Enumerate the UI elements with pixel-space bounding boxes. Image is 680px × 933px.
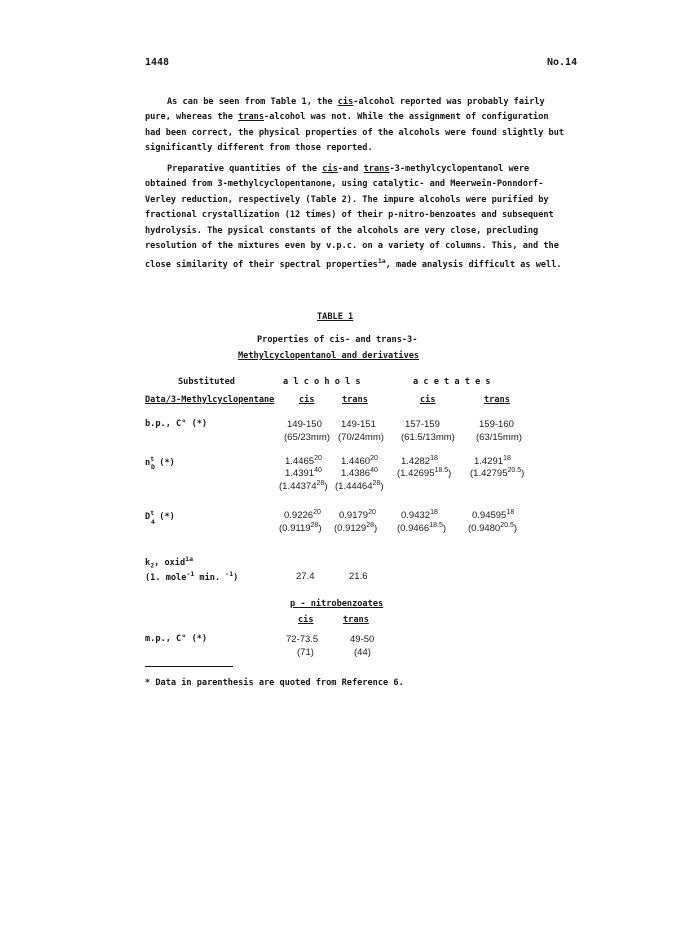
row-label-mp: m.p., C° (*) — [145, 634, 208, 644]
cis-term: cis — [322, 164, 338, 174]
nd-acetate-trans-2: $(1.42795^{20.5})$ — [470, 467, 525, 480]
nd-alcohol-cis-1: 1.4465$^{20}$ — [285, 455, 322, 468]
paragraph-1: As can be seen from Table 1, the cis-alcohol reported was probably fairly pure, whereas the trans-alcohol was not. While the assignment of configuration had been correct, the physical properties of the alcohols were found slightly but significantly different from those reported. — [145, 97, 565, 154]
bp-alcohol-trans: 149-151 — [341, 419, 376, 430]
mp-trans: 49-50 — [350, 634, 375, 645]
nd-acetate-cis-1: 1.4282$^{18}$ — [401, 455, 438, 468]
d-alcohol-trans-1: 0.9179$^{20}$ — [339, 509, 376, 522]
d-alcohol-cis-1: 0.9226$^{20}$ — [284, 509, 321, 522]
d-alcohol-trans-2: (0.9129$^{28}$) — [334, 522, 378, 535]
reference-marker: 1a — [377, 257, 386, 266]
nd-alcohol-trans-2: 1.4386$^{40}$ — [341, 467, 378, 480]
group-header-alcohols: a l c o h o l s — [283, 377, 361, 387]
table-caption-line-2: Methylcyclopentanol and derivatives — [238, 351, 420, 361]
d-acetate-cis-2: $(0.9466^{18.5})$ — [397, 522, 447, 535]
d-alcohol-cis-2: (0.9119$^{28}$) — [279, 522, 322, 535]
nd-acetate-trans-1: 1.4291$^{18}$ — [474, 455, 511, 468]
mp-trans-ref: (44) — [354, 647, 371, 658]
row-label-density-sub: 4 — [151, 518, 155, 526]
col-header-acetate-cis: cis — [420, 395, 436, 405]
bp-alcohol-cis-ref: (65/23mm) — [284, 432, 330, 443]
group-header-acetates: a c e t a t e s — [413, 377, 491, 387]
nd-acetate-cis-2: $(1.42695^{18.5})$ — [397, 467, 452, 480]
pnb-col-trans: trans — [343, 615, 369, 625]
nd-alcohol-cis-2: 1.4391$^{40}$ — [285, 467, 322, 480]
col-header-alcohol-trans: trans — [342, 395, 368, 405]
footnote-divider — [145, 666, 233, 667]
stub-header-1: Substituted — [178, 377, 235, 387]
table-label: TABLE 1 — [317, 312, 354, 322]
cis-term: cis — [337, 97, 354, 107]
nd-alcohol-cis-3: (1.44374$^{28}$) — [279, 480, 328, 493]
col-header-acetate-trans: trans — [484, 395, 510, 405]
paragraph-2: Preparative quantities of the cis-and trans-3-methylcyclopentanol were obtained from 3-methylcyclopentanone, using catalytic- and Meerwein-Ponndorf-Verley reduction, respectively (Table 2). The impure alcohols were purified by fractional crystallization (12 times) of their p-nitro-benzoates and subsequent hydrolysis. The pysical constants of the alcohols are very close, precluding resolution of the mixtures even by v.p.c. on a variety of columns. This, and the close similarity of their spectral properties$^{1a}$, made analysis difficult as well. — [145, 164, 562, 271]
pnb-header: p - nitrobenzoates — [290, 599, 384, 609]
k2-alcohol-cis: 27.4 — [296, 571, 315, 582]
mp-cis-ref: (71) — [297, 647, 314, 658]
trans-term: trans — [363, 164, 390, 174]
bp-alcohol-trans-ref: (70/24mm) — [338, 432, 384, 443]
pnb-col-cis: cis — [298, 615, 314, 625]
stub-header-2: Data/3-Methylcyclopentane — [145, 395, 275, 405]
bp-acetate-trans-ref: (63/15mm) — [476, 432, 522, 443]
trans-term: trans — [238, 112, 265, 123]
row-label-bp: b.p., C° (*) — [145, 419, 208, 429]
row-label-k2-oxid: $k_2$, oxid$^{1a}$ — [145, 555, 193, 570]
footnote: * Data in parenthesis are quoted from Reference 6. — [145, 678, 404, 688]
col-header-alcohol-cis: cis — [299, 395, 315, 405]
nd-alcohol-trans-1: 1.4460$^{20}$ — [341, 455, 378, 468]
d-acetate-cis-1: 0.9432$^{18}$ — [401, 509, 438, 522]
issue-number: No.14 — [547, 57, 578, 68]
bp-acetate-cis: 157-159 — [405, 419, 440, 430]
row-label-k2-units: (1. mole$^{-1}$ min. $^{-1}$) — [145, 570, 239, 583]
page-number: 1448 — [145, 57, 170, 68]
k2-alcohol-trans: 21.6 — [349, 571, 368, 582]
nd-alcohol-trans-3: (1.44464$^{28}$) — [335, 480, 384, 493]
table-caption-line-1: Properties of cis- and trans-3- — [257, 335, 418, 345]
d-acetate-trans-2: $(0.9480^{20.5})$ — [468, 522, 518, 535]
bp-acetate-trans: 159-160 — [479, 419, 514, 430]
row-label-refractive-index-sub: D — [151, 463, 155, 471]
mp-cis: 72-73.5 — [286, 634, 319, 645]
bp-acetate-cis-ref: (61.5/13mm) — [401, 432, 455, 443]
d-acetate-trans-1: 0.94595$^{18}$ — [472, 509, 515, 522]
row-label-refractive-index: $n^t$ (*) — [145, 455, 175, 468]
bp-alcohol-cis: 149-150 — [287, 419, 322, 430]
row-label-density: $D^t$ (*) — [145, 509, 175, 522]
